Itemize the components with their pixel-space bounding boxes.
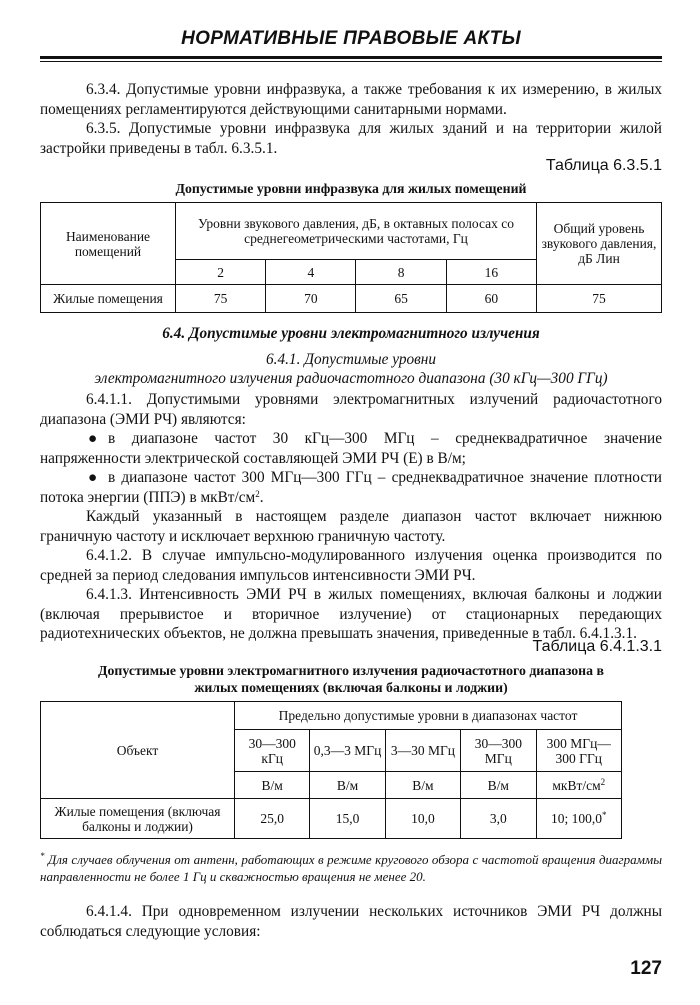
table-unit-cell: В/м: [385, 772, 460, 799]
table-header-cell: Наименование помещений: [41, 203, 176, 285]
table-header-cell: Общий уровень звукового давления, дБ Лин: [537, 203, 662, 285]
table-header-cell: Предельно допустимые уровни в диапазонах частот: [235, 702, 622, 730]
page-number: 127: [630, 958, 662, 979]
paragraph-6-4-1-4: 6.4.1.4. При одновременном излучении нескольких источников ЭМИ РЧ должны соблюдаться следующие условия:: [40, 903, 662, 940]
table-label: Таблица 6.4.1.3.1: [532, 638, 662, 655]
bullet-item: [40, 429, 662, 468]
footnote-text: Для случаев облучения от антенн, работающих в режиме кругового обзора с частотой вращения диаграммы направленности не более 1 Гц и скважностью вращения не менее 20.: [40, 852, 662, 884]
table-range-cell: 300 МГц— 300 ГГц: [536, 730, 622, 772]
table-unit-cell: [536, 772, 622, 799]
table-cell: 70: [266, 285, 356, 313]
footnote: [40, 851, 662, 885]
table-range-cell: 30—300 кГц: [235, 730, 310, 772]
unit-text: мкВт/см: [552, 777, 601, 793]
table-cell: Жилые помещения: [41, 285, 176, 313]
footnote-mark: *: [40, 851, 45, 861]
table-title-line1: Допустимые уровни электромагнитного излучения радиочастотного диапазона в: [98, 663, 604, 678]
table-cell: 10,0: [385, 799, 460, 839]
paragraph-6-4-1-1: 6.4.1.1. Допустимыми уровнями электромагнитных излучений радиочастотного диапазона (ЭМИ РЧ) являются:: [40, 391, 662, 428]
table-cell: 75: [537, 285, 662, 313]
table-header-cell: Объект: [41, 702, 235, 799]
paragraph-6-3-5: 6.3.5. Допустимые уровни инфразвука для жилых зданий и на территории жилой застройки приведены в табл. 6.3.5.1.: [40, 120, 662, 157]
table-cell: [536, 799, 622, 839]
table-range-cell: 30—300 МГц: [461, 730, 536, 772]
table-freq-cell: 2: [176, 260, 266, 285]
table-cell: 25,0: [235, 799, 310, 839]
subsection-title-line1: 6.4.1. Допустимые уровни: [265, 351, 437, 368]
bullet-text-end: .: [259, 488, 264, 506]
bullet-text: в диапазоне частот 300 МГц—300 ГГц – среднеквадратичное значение плотности потока энергии (ППЭ) в мкВт/см: [40, 469, 662, 506]
table-freq-cell: 4: [266, 260, 356, 285]
table-range-cell: 3—30 МГц: [385, 730, 460, 772]
infrasound-table: [40, 202, 662, 313]
paragraph-6-4-1-2: 6.4.1.2. В случае импульсно-модулированного излучения оценка производится по средней за период следования импульсов интенсивности ЭМИ РЧ.: [40, 547, 662, 584]
footnote-mark: *: [602, 810, 607, 820]
paragraph-6-3-4: 6.3.4. Допустимые уровни инфразвука, а также требования к их измерению, в жилых помещениях регламентируются действующими санитарными нормами.: [40, 81, 662, 118]
table-cell: 15,0: [310, 799, 385, 839]
table-title-line2: жилых помещениях (включая балконы и лоджии): [194, 680, 508, 695]
bullet-icon: ●: [88, 430, 98, 447]
table-unit-cell: В/м: [235, 772, 310, 799]
bullet-text: в диапазоне частот 30 кГц—300 МГц – среднеквадратичное значение напряженности электрической составляющей ЭМИ РЧ (Е) в В/м;: [40, 430, 662, 467]
section-title: 6.4. Допустимые уровни электромагнитного излучения: [162, 325, 540, 342]
superscript: 2: [600, 776, 606, 787]
table-cell: 3,0: [461, 799, 536, 839]
table-cell: 60: [446, 285, 536, 313]
subsection-title-line2: электромагнитного излучения радиочастотного диапазона (30 кГц—300 ГГц): [94, 370, 608, 387]
bullet-item: [40, 468, 662, 507]
table-row: [41, 285, 662, 313]
paragraph-frequency-range: Каждый указанный в настоящем разделе диапазон частот включает нижнюю граничную частоту и исключает верхнюю граничную частоту.: [40, 508, 662, 545]
emi-table: [40, 701, 622, 839]
table-freq-cell: 8: [356, 260, 446, 285]
running-header: НОРМАТИВНЫЕ ПРАВОВЫЕ АКТЫ: [181, 28, 521, 49]
table-cell: Жилые помещения (включая балконы и лоджии): [41, 799, 235, 839]
header-rule-thin: [40, 61, 662, 62]
table-header-cell: Уровни звукового давления, дБ, в октавных полосах со среднегеометрическими частотами, Гц: [176, 203, 537, 260]
table-label: Таблица 6.3.5.1: [545, 157, 662, 174]
superscript: 2: [255, 488, 260, 499]
table-row: [41, 799, 622, 839]
table-unit-cell: В/м: [461, 772, 536, 799]
table-cell: 65: [356, 285, 446, 313]
paragraph-6-4-1-3: 6.4.1.3. Интенсивность ЭМИ РЧ в жилых помещениях, включая балконы и лоджии (включая прерывистое и вторичное излучение) от стационарных передающих радиотехнических объектов, не должна превышать значения, приведенные в табл. 6.4.1.3.1.: [40, 586, 662, 642]
table-cell: 75: [176, 285, 266, 313]
bullet-icon: ●: [88, 469, 98, 486]
table-title: Допустимые уровни инфразвука для жилых помещений: [175, 181, 527, 196]
table-unit-cell: В/м: [310, 772, 385, 799]
table-freq-cell: 16: [446, 260, 536, 285]
table-range-cell: 0,3—3 МГц: [310, 730, 385, 772]
header-rule-thick: [40, 56, 662, 59]
cell-text: 10; 100,0: [550, 811, 602, 826]
